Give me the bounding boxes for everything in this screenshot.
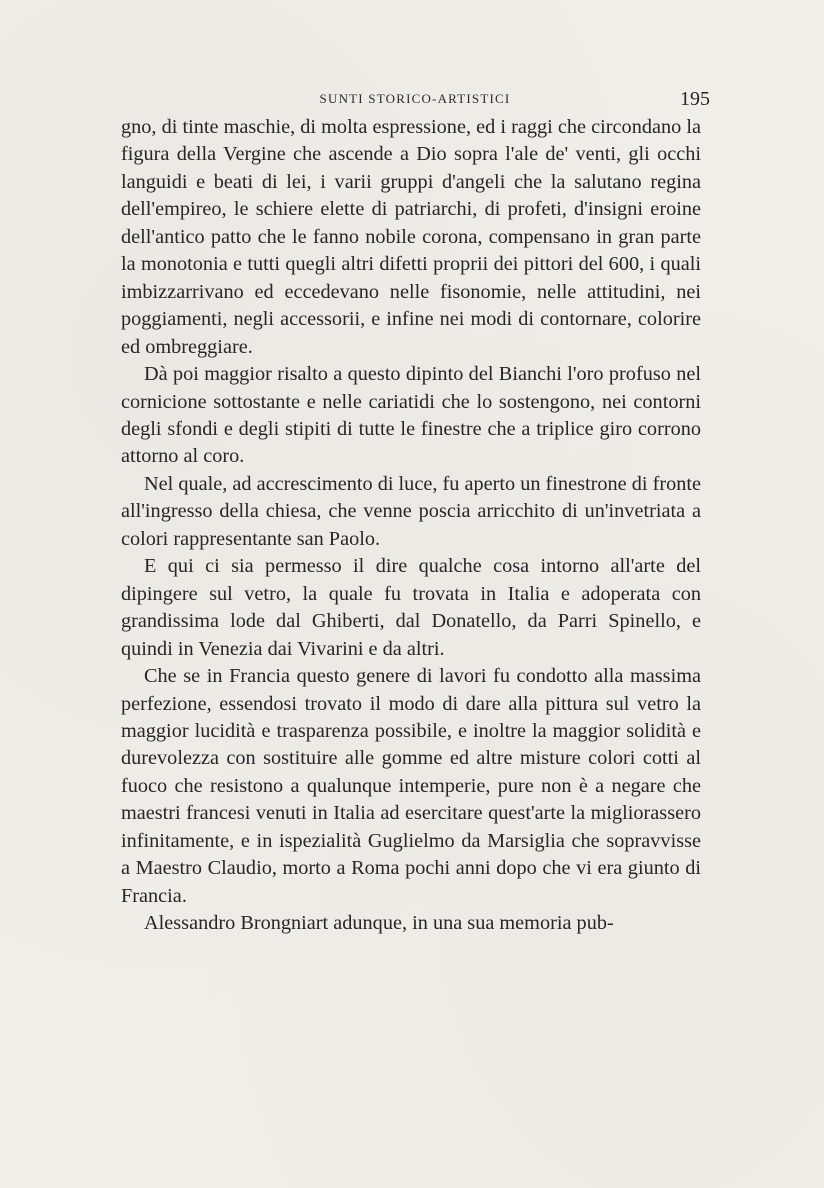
paragraph-finestrone: Nel quale, ad accrescimento di luce, fu aperto un finestrone di fronte all'ingresso della chiesa, che venne poscia arricchito di un'invetriata a colori rappresentante san Paolo. <box>121 472 701 550</box>
paragraph-oro-profuso: Dà poi maggior risalto a questo dipinto del Bianchi l'oro profuso nel cornicione sottostante e nelle cariatidi che lo sostengono, nei contorni degli sfondi e degli stipiti di tutte le finestre che a triplice giro corrono attorno al coro. <box>121 363 701 468</box>
paragraph-arte-del-vetro: E qui ci sia permesso il dire qualche cosa intorno all'arte del dipingere sul vetro, la quale fu trovata in Italia e adoperata con grandissima lode dal Ghiberti, dal Donatello, da Parri Spinello, e quindi in Venezia dai Vivarini e da altri. <box>121 555 701 660</box>
paragraph-francia: Che se in Francia questo genere di lavori fu condotto alla massima perfezione, essendosi trovato il modo di dare alla pittura sul vetro la maggior lucidità e trasparenza possibile, e inoltre la maggior solidità e durevolezza con sostituire alle gomme ed altre misture colori cotti al fuoco che resistono a qualunque intemperie, pure non è a negare che maestri francesi venuti in Italia ad esercitare quest'arte la migliorassero infinitamente, e in ispezialità Guglielmo da Marsiglia che sopravvisse a Maestro Claudio, morto a Roma pochi anni dopo che vi era giunto di Francia. <box>121 665 701 907</box>
paragraph-continuation: gno, di tinte maschie, di molta espressione, ed i raggi che circondano la figura della Vergine che ascende a Dio sopra l'ale de' venti, gli occhi languidi e beati di lei, i varii gruppi d'angeli che la salutano regina dell'empireo, le schiere elette di patriarchi, di profeti, d'insigni eroine dell'antico patto che le fanno nobile corona, compensano in gran parte la monotonia e tutti quegli altri difetti proprii dei pittori del 600, i quali imbizzarrivano ed eccedevano nelle fisonomie, nelle attitudini, nei poggiamenti, negli accessorii, e infine nei modi di contornare, colorire ed ombreggiare. <box>121 116 701 358</box>
body-text <box>121 114 701 938</box>
page-number: 195 <box>680 88 710 110</box>
running-title: SUNTI STORICO-ARTISTICI <box>319 91 511 106</box>
paragraph-brongniart: Alessandro Brongniart adunque, in una sua memoria pub- <box>144 912 614 935</box>
running-head <box>120 88 710 112</box>
